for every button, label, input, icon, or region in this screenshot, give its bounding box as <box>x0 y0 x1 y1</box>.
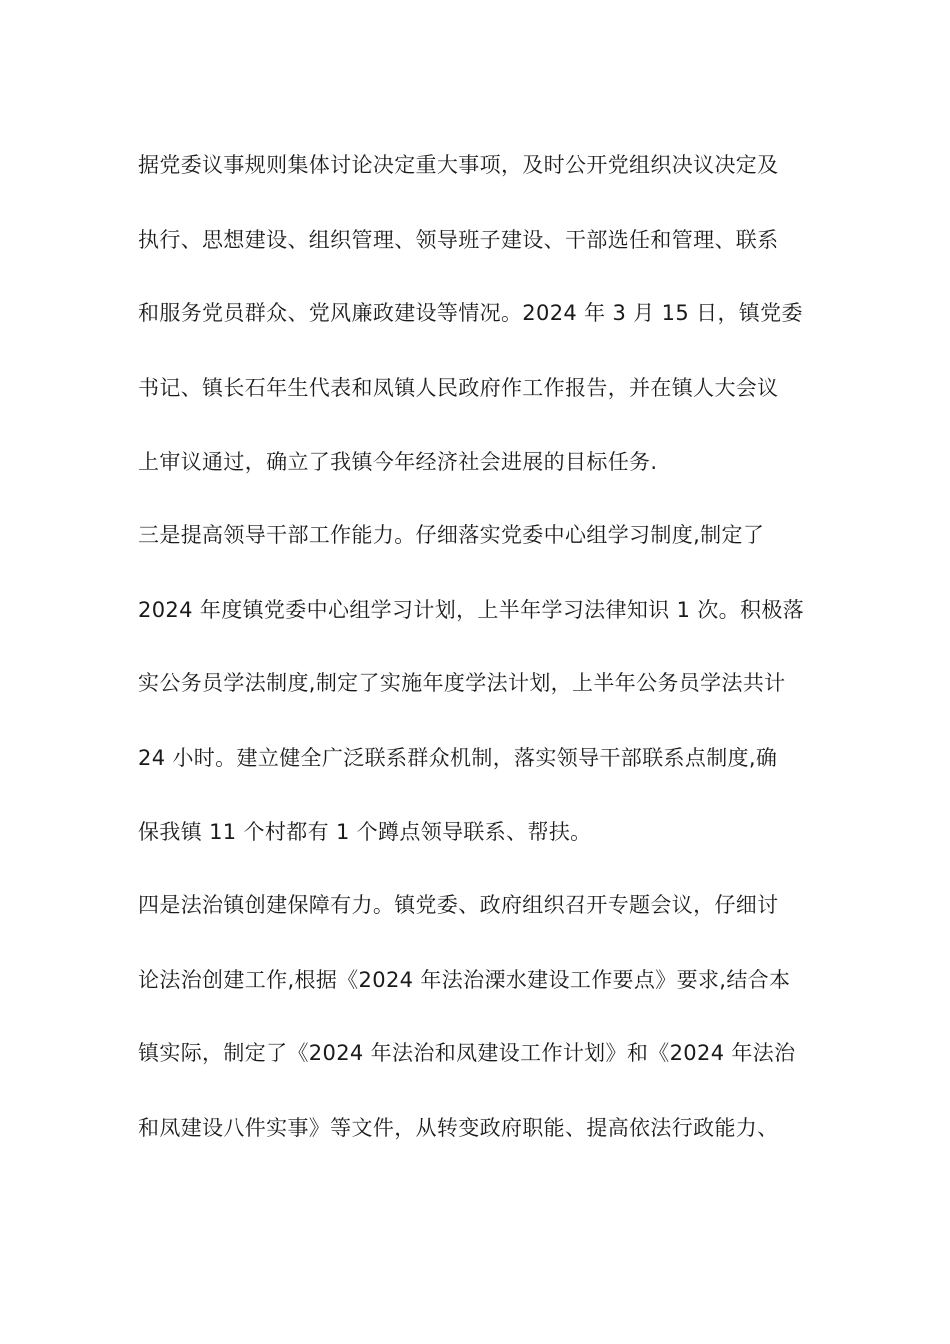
text-line: 实公务员学法制度,制定了实施年度学法计划，上半年公务员学法共计 <box>138 671 786 695</box>
text-line: 2024 年度镇党委中心组学习计划，上半年学习法律知识 1 次。积极落 <box>138 598 805 622</box>
text-line: 四是法治镇创建保障有力。镇党委、政府组织召开专题会议，仔细讨 <box>138 893 779 917</box>
text-line: 上审议通过，确立了我镇今年经济社会进展的目标任务. <box>138 450 658 474</box>
text-line: 和凤建设八件实事》等文件，从转变政府职能、提高依法行政能力、 <box>138 1116 779 1140</box>
text-line: 和服务党员群众、党风廉政建设等情况。2024 年 3 月 15 日，镇党委 <box>138 301 803 325</box>
text-line: 三是提高领导干部工作能力。仔细落实党委中心组学习制度,制定了 <box>138 523 765 547</box>
text-line: 镇实际，制定了《2024 年法治和凤建设工作计划》和《2024 年法治 <box>138 1041 796 1065</box>
text-line: 书记、镇长石年生代表和凤镇人民政府作工作报告，并在镇人大会议 <box>138 376 779 400</box>
text-line: 保我镇 11 个村都有 1 个蹲点领导联系、帮扶。 <box>138 820 592 844</box>
text-line: 24 小时。建立健全广泛联系群众机制，落实领导干部联系点制度,确 <box>138 746 778 770</box>
text-line: 据党委议事规则集体讨论决定重大事项，及时公开党组织决议决定及 <box>138 153 779 177</box>
text-line: 论法治创建工作,根据《2024 年法治溧水建设工作要点》要求,结合本 <box>138 968 791 992</box>
text-line: 执行、思想建设、组织管理、领导班子建设、干部选任和管理、联系 <box>138 228 779 252</box>
